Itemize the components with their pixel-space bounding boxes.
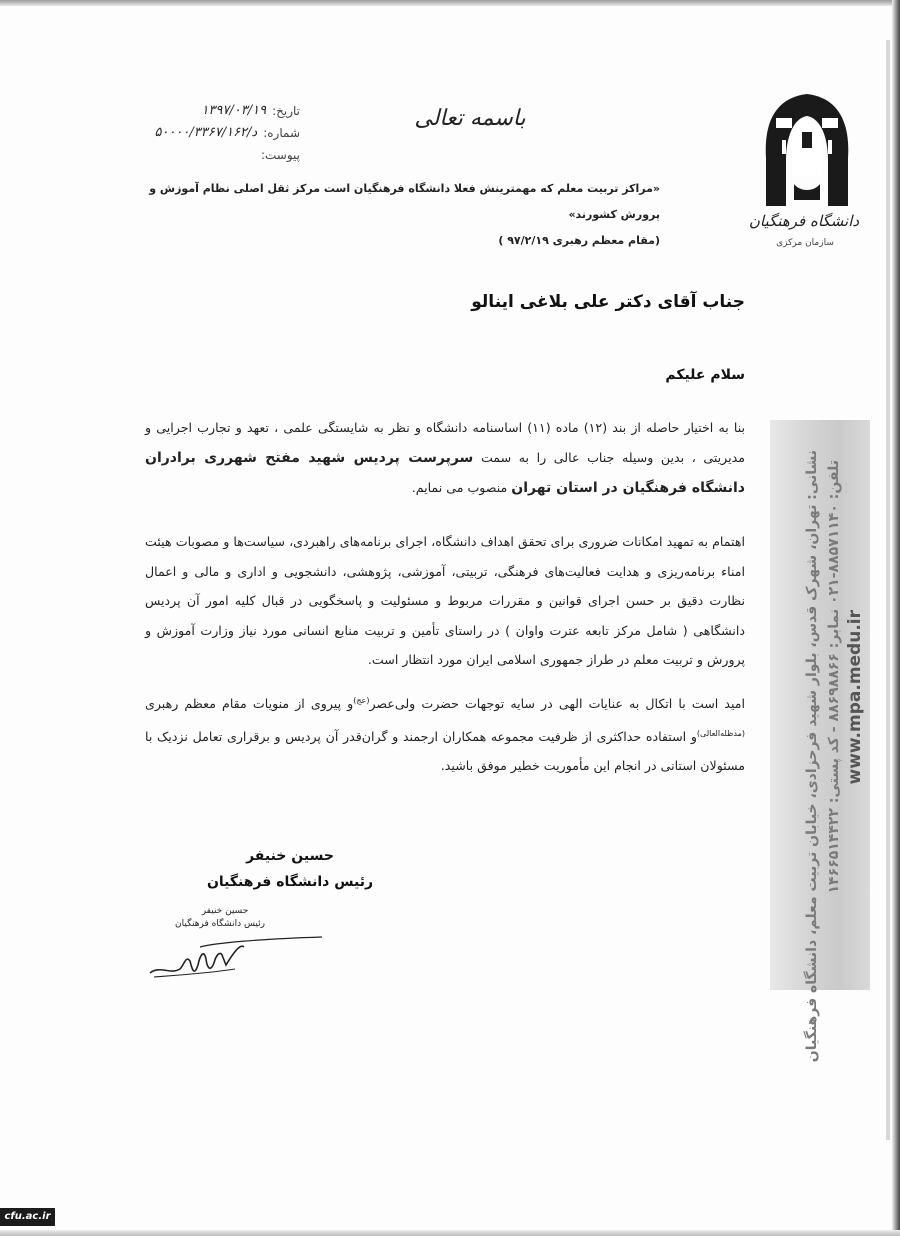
bismillah-heading: باسمه تعالی (414, 106, 526, 131)
number-value: د/۵۰۰۰۰/۳۳۶۷/۱۶۲ (154, 125, 258, 140)
letter-meta (110, 100, 300, 166)
p1-bold-position: سرپرست پردیس شهید مفتح شهرری برادران دانشگاه فرهنگیان در استان تهران (145, 449, 745, 496)
scan-right-edge (892, 0, 900, 1236)
stamp-name: حسین خنیفر (201, 906, 249, 916)
logo-caption: دانشگاه فرهنگیان (748, 212, 860, 230)
number-label: شماره: (263, 126, 300, 140)
attachment-row (110, 144, 300, 166)
date-row (110, 100, 300, 122)
paragraph-closing (145, 686, 745, 781)
paragraph-appointment (145, 413, 745, 504)
p3-text-b: و پیروی از منویات مقام معظم رهبری (145, 696, 354, 712)
p1-text-b: منصوب می نمایم. (411, 480, 508, 495)
addressee: جناب آقای دکتر علی بلاغی اینالو (471, 292, 745, 312)
date-label: تاریخ: (272, 104, 300, 118)
scan-top-edge (0, 0, 900, 6)
scan-bottom-edge (0, 1230, 900, 1236)
quote-source: (مقام معظم رهبری ۹۷/۲/۱۹ ) (498, 234, 660, 247)
handwritten-signature-icon (140, 925, 330, 985)
leader-quote (140, 176, 660, 254)
p3-sup-2: (مدظله‌العالی) (696, 728, 745, 738)
quote-line: «مراکز تربیت معلم که مهمترینش فعلا دانشگاه فرهنگیان است مرکز ثقل اصلی نظام آموزش و پرورش کشورند» (149, 182, 660, 221)
university-logo (752, 88, 862, 278)
side-website-link[interactable]: www.mpa.medu.ir (845, 610, 865, 785)
scan-fold-line (886, 40, 890, 1140)
greeting: سلام علیکم (665, 367, 745, 383)
number-row (110, 122, 300, 144)
p3-text-a: امید است با اتکال به عنایات الهی در سایه توجهات حضرت ولی‌عصر (369, 696, 745, 712)
p3-sup-1: (عج) (353, 696, 370, 705)
paragraph-duties: اهتمام به تمهید امکانات ضروری برای تحقق اهداف دانشگاه، اجرای برنامه‌های راهبردی، سیاست‌ها و مصوبات هیئت امناء برنامه‌ریزی و هدایت فعالیت‌های فرهنگی، تربیتی، آموزشی، پژوهشی، دانشجویی و اداری و مالی و اعمال نظارت دقیق بر حسن اجرای قوانین و مقررات مربوط و مسئولیت و پاسخگویی در قبال کلیه امور آن پردیس دانشگاهی ( شامل مرکز تابعه عترت واوان ) در راستای تأمین و تربیت منابع انسانی مورد نیاز وزارت آموزش و پرورش و تربیت معلم در طراز جمهوری اسلامی ایران مورد انتظار است. (145, 534, 745, 667)
attachment-label: پیوست: (260, 148, 300, 162)
side-phone: تلفن: ۸۸۵۷۱۱۴۰-۰۲۱ نمابر: ۸۸۶۹۸۸۶۶ - کد پستی: ۱۴۶۶۵۱۴۴۲۲ (826, 460, 842, 894)
stamp-title: رئیس دانشگاه فرهنگیان (175, 919, 265, 929)
source-watermark-tag: cfu.ac.ir (0, 1208, 55, 1226)
p3-text-c: و استفاده حداکثری از ظرفیت مجموعه همکاران ارجمند و گران‌قدر آن پردیس و برقراری تعامل نزدیک با مسئولان استانی در انجام این مأموریت خطیر موفق باشید. (145, 728, 745, 774)
logo-emblem-icon (752, 88, 862, 213)
side-address: نشانی: تهران، شهرک قدس، بلوار شهید فرحزادی، خیابان تربیت معلم، دانشگاه فرهنگیان (804, 450, 820, 1063)
p1-text-a: بنا به اختیار حاصله از بند (۱۲) ماده (۱۱) اساسنامه دانشگاه و نظر به شایستگی علمی ، تعهد و تجارب اجرایی و مدیریتی ، بدین وسیله جناب عالی را به سمت (145, 420, 746, 465)
signatory-title: رئیس دانشگاه فرهنگیان (206, 874, 374, 890)
logo-subcaption: سازمان مرکزی (776, 238, 834, 248)
date-value: ۱۳۹۷/۰۳/۱۹ (201, 103, 267, 118)
signatory-name: حسین خنیفر (246, 848, 334, 864)
